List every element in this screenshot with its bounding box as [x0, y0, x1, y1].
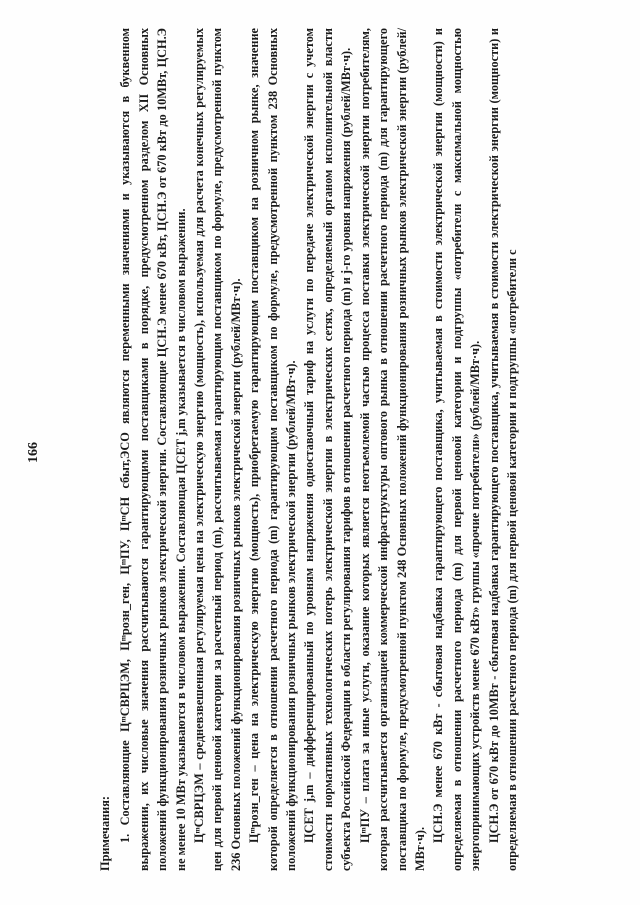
note-paragraph-2: ЦᵐСВРЦЭМ – средневзвешенная регулируемая цена на электрическую энергию (мощность), используемая для расчета конечных регулируемых цен для первой ценовой категории за расчетный период (m), рассчитываемая гарантирующим поставщиком по формуле, предусмотренной пунктом 236 Основных положений функционирования розничных рынков электрической энергии (рублей/МВт·ч).	[192, 28, 243, 871]
note-paragraph-6: ЦСН.Э менее 670 кВт - сбытовая надбавка гарантирующего поставщика, учитываемая в стоимости электрической энергии (мощности) и определяемая в отношении расчетного периода (m) для первой ценовой категории и подгруппы «потребители с максимальной мощностью энергопринимающих устройств менее 670 кВт» группы «прочие потребители» (рублей/МВт·ч).	[431, 28, 483, 871]
note-paragraph-3: Цᵐрозн_ген – цена на электрическую энергию (мощность), приобретаемую гарантирующим поставщиком на розничном рынке, значение которой определяется в отношении расчетного периода (m) гарантирующим поставщиком по формуле, предусмотренной пунктом 238 Основных положений функционирования розничных рынков электрической энергии (рублей/МВт·ч).	[247, 28, 299, 871]
notes-heading: Примечания:	[98, 795, 112, 871]
note-paragraph-7: ЦСН.Э от 670 кВт до 10МВт - сбытовая надбавка гарантирующего поставщика, учитываемая в стоимости электрической энергии (мощности) и определяемая в отношении расчетного периода (m) для первой ценовой категории и подгруппы «потребители с	[486, 28, 519, 871]
note-paragraph-5: ЦᵐПУ – плата за иные услуги, оказание которых является неотъемлемой частью процесса поставки электрической энергии потребителям, которая рассчитывается организацией коммерческой инфраструктуры оптового рынка в отношении расчетного периода (m) для гарантирующего поставщика по формуле, предусмотренной пунктом 248 Основных положений функционирования розничных рынков электрической энергии (рублей/МВт·ч).	[357, 28, 427, 871]
note-paragraph-4: ЦСЕТ j,m – дифференцированный по уровням напряжения одноставочный тариф на услуги по передаче электрической энергии с учетом стоимости нормативных технологических потерь электрической энергии в электрических сетях, определяемый органом исполнительной власти субъекта Российской Федерации в области регулирования тарифов в отношении расчетного периода (m) и j-го уровня напряжения (рублей/МВт·ч).	[302, 28, 354, 871]
note-paragraph-1: 1. Составляющие ЦᵐСВРЦЭМ, Цᵐрозн_ген, ЦᵐПУ, ЦᵐСН сбыт,ЭСО являются переменными значениями и указываются в буквенном выражении, их числовые значения рассчитываются гарантирующими поставщиками в порядке, предусмотренном разделом XII Основных положений функционирования розничных рынков электрической энергии. Составляющие ЦСН.Э менее 670 кВт, ЦСН.Э от 670 кВт до 10МВт, ЦСН.Э не менее 10 МВт указываются в числовом выражении. Составляющая ЦСЕТ j,m указывается в числовом выражении.	[118, 28, 188, 871]
notes-body	[96, 28, 521, 871]
page-number: 166	[26, 442, 41, 463]
